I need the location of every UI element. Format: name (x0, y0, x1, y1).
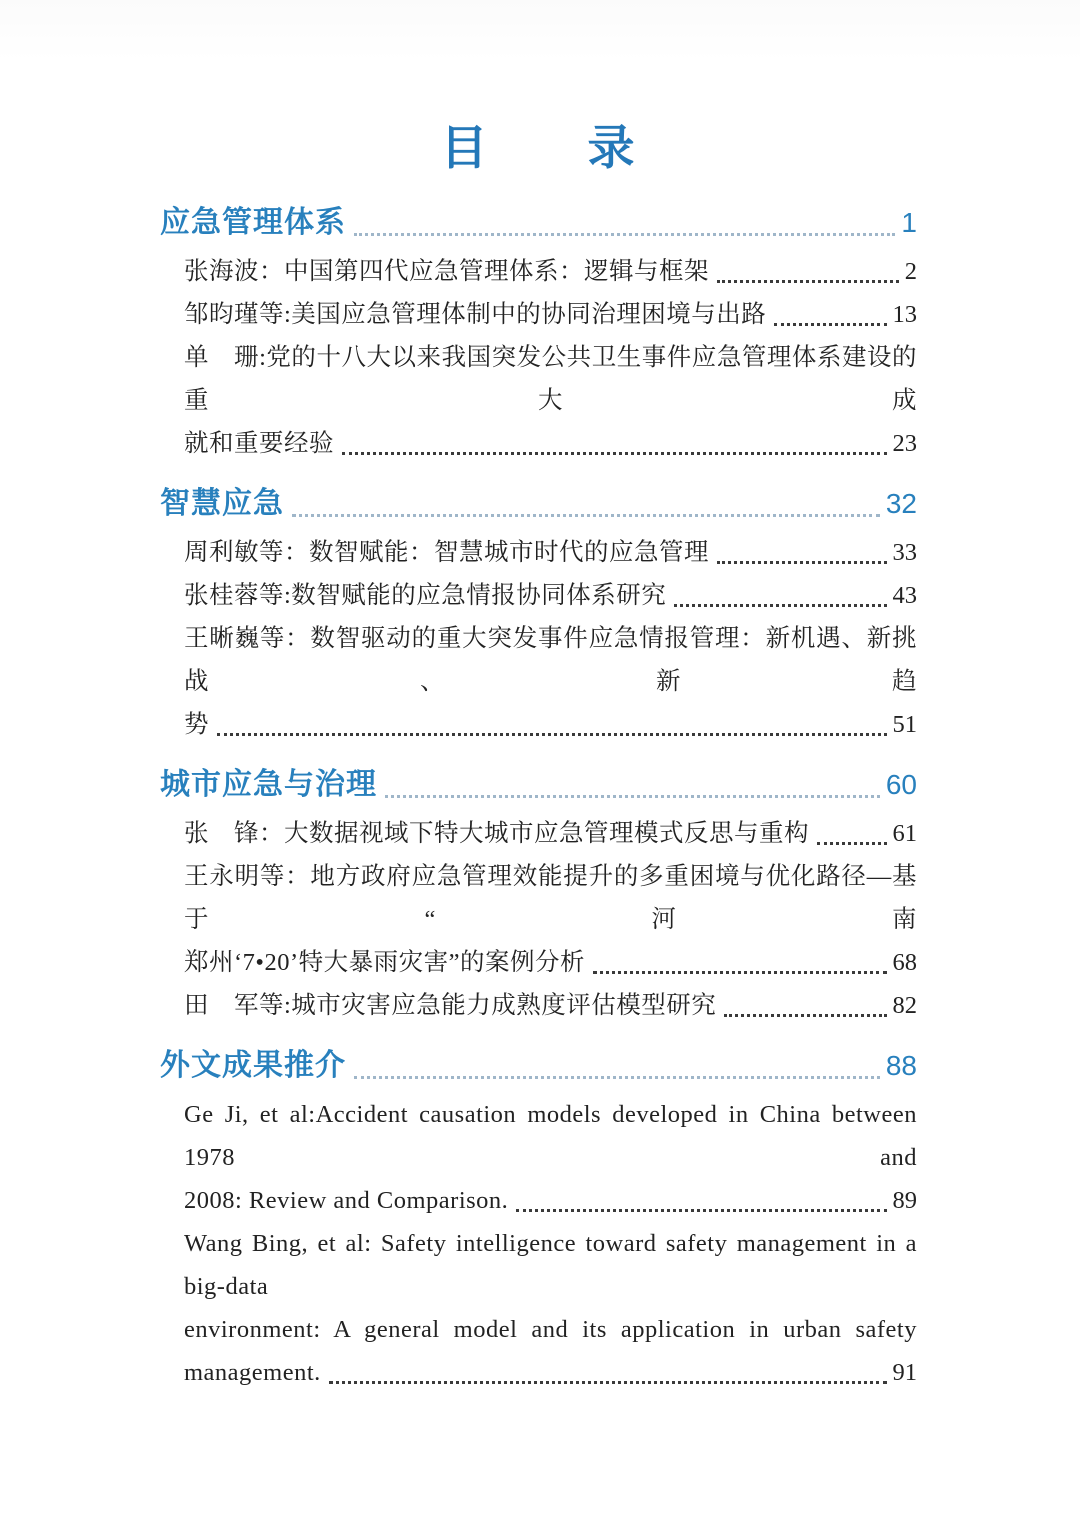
entry-page-number: 2 (904, 258, 917, 285)
entry-text: 田 军等:城市灾害应急能力成熟度评估模型研究 (184, 992, 717, 1019)
entry-last-line (184, 1179, 917, 1222)
toc-entry (184, 250, 917, 293)
entry-text-line: Ge Ji, et al:Accident causation models developed in China between 1978 and (184, 1101, 917, 1171)
section-heading-label: 外文成果推介 (160, 1049, 346, 1082)
entry-page-number: 51 (892, 711, 917, 738)
section-page-number: 88 (885, 1050, 917, 1081)
entry-text-line: 单 珊:党的十八大以来我国突发公共卫生事件应急管理体系建设的重大成 (184, 344, 917, 414)
entry-page-number: 43 (892, 582, 917, 609)
leader-dots (354, 233, 895, 236)
entry-text: 邹昀瑾等:美国应急管理体制中的协同治理困境与出路 (184, 301, 767, 328)
toc-entry (184, 855, 917, 984)
entry-text: 势 (184, 711, 209, 738)
entry-text: 郑州‘7•20’特大暴雨灾害”的案例分析 (184, 949, 586, 976)
entry-last-line (184, 422, 917, 465)
entry-last-line (184, 250, 917, 293)
entry-text-line: 王永明等：地方政府应急管理效能提升的多重困境与优化路径—基于“河南 (184, 863, 917, 933)
entry-last-line (184, 574, 917, 617)
leader-dots (354, 1076, 880, 1079)
entry-page-number: 91 (892, 1359, 917, 1386)
entry-page-number: 33 (892, 539, 917, 566)
toc-entry (184, 812, 917, 855)
leader-dots (717, 561, 887, 564)
leader-dots (593, 971, 886, 974)
leader-dots (385, 795, 880, 798)
leader-dots (217, 733, 887, 736)
section-heading-label: 应急管理体系 (160, 206, 346, 239)
entry-text: management. (184, 1359, 321, 1386)
leader-dots (724, 1014, 886, 1017)
toc-entry (184, 531, 917, 574)
table-of-contents (160, 198, 917, 1394)
entry-text: 就和重要经验 (184, 430, 334, 457)
entry-last-line (184, 1351, 917, 1394)
entry-page-number: 61 (892, 820, 917, 847)
entry-text: 张海波：中国第四代应急管理体系：逻辑与框架 (184, 258, 709, 285)
entry-page-number: 13 (892, 301, 917, 328)
entry-last-line (184, 531, 917, 574)
section-page-number: 1 (901, 207, 917, 238)
entry-text-line: Wang Bing, et al: Safety intelligence toward safety management in a big-data (184, 1230, 917, 1300)
entry-text: 2008: Review and Comparison. (184, 1187, 509, 1214)
entry-last-line (184, 293, 917, 336)
leader-dots (329, 1381, 887, 1384)
leader-dots (817, 842, 887, 845)
entry-page-number: 68 (892, 949, 917, 976)
toc-entry (184, 336, 917, 465)
leader-dots (516, 1209, 886, 1212)
toc-entry (184, 1222, 917, 1394)
toc-entry (184, 574, 917, 617)
entry-text-line: 王晰巍等：数智驱动的重大突发事件应急情报管理：新机遇、新挑战、新趋 (184, 625, 917, 695)
toc-entry (184, 1093, 917, 1222)
leader-dots (774, 323, 886, 326)
entry-text: 张 锋：大数据视域下特大城市应急管理模式反思与重构 (184, 820, 809, 847)
entry-last-line (184, 941, 917, 984)
leader-dots (674, 604, 886, 607)
entry-page-number: 23 (892, 430, 917, 457)
entry-last-line (184, 703, 917, 746)
entry-text-line: environment: A general model and its application in urban safety (184, 1316, 917, 1343)
section-page-number: 60 (885, 769, 917, 800)
leader-dots (717, 280, 899, 283)
section-heading (160, 198, 917, 248)
section-heading-label: 城市应急与治理 (160, 768, 377, 801)
section-heading (160, 760, 917, 810)
section-heading-label: 智慧应急 (160, 487, 284, 520)
section-page-number: 32 (885, 488, 917, 519)
toc-entry (184, 984, 917, 1027)
toc-entry (184, 617, 917, 746)
section-heading (160, 1041, 917, 1091)
entry-last-line (184, 984, 917, 1027)
entry-last-line (184, 812, 917, 855)
page-title: 目 录 (440, 121, 637, 174)
leader-dots (342, 452, 887, 455)
toc-entry (184, 293, 917, 336)
section-heading (160, 479, 917, 529)
leader-dots (292, 514, 880, 517)
entry-page-number: 82 (892, 992, 917, 1019)
entry-text: 张桂蓉等:数智赋能的应急情报协同体系研究 (184, 582, 667, 609)
entry-page-number: 89 (892, 1187, 917, 1214)
entry-text: 周利敏等：数智赋能：智慧城市时代的应急管理 (184, 539, 709, 566)
